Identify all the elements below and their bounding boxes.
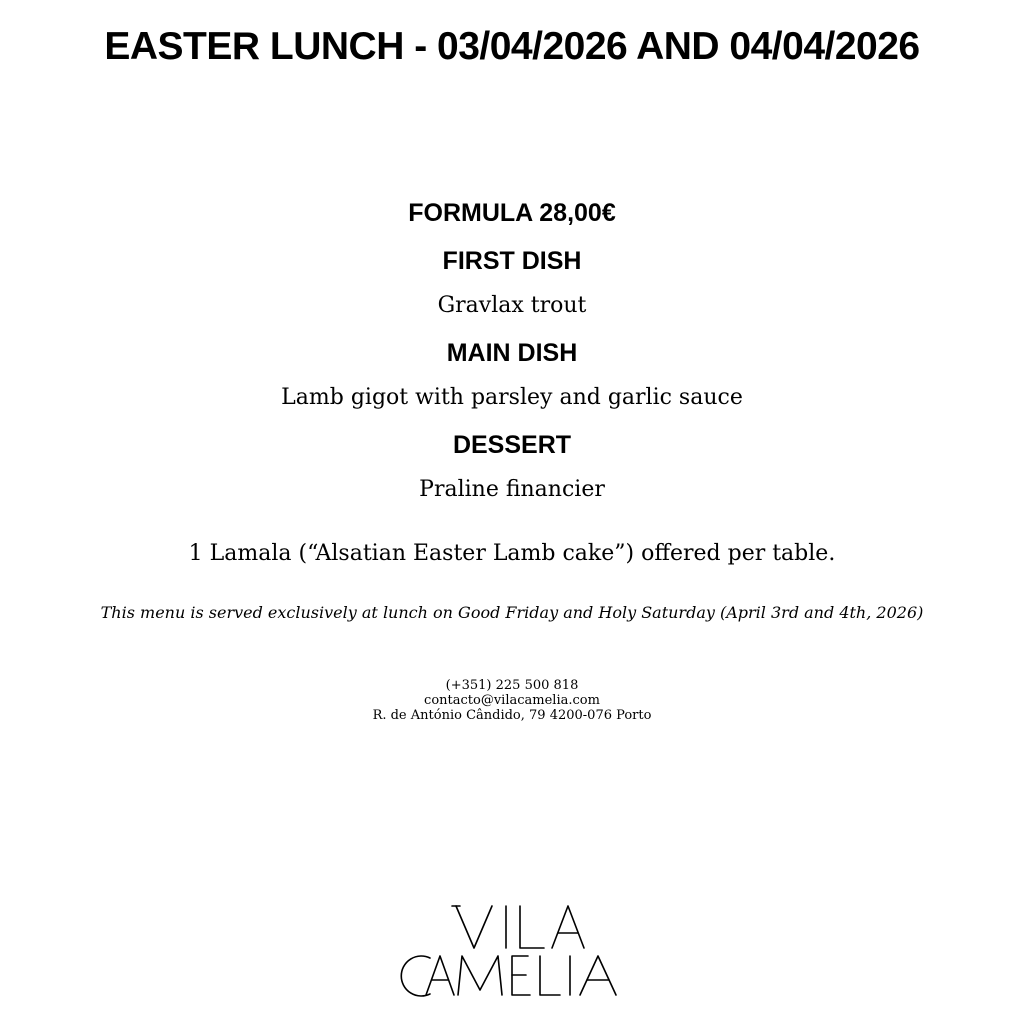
page-title: EASTER LUNCH - 03/04/2026 AND 04/04/2026	[104, 25, 920, 68]
offer-note: 1 Lamala (“Alsatian Easter Lamb cake”) offered per table.	[188, 541, 836, 566]
dessert-item: Praline financier	[419, 477, 605, 502]
formula-price: FORMULA 28,00€	[408, 199, 616, 227]
contact-email: contacto@vilacamelia.com	[424, 693, 600, 708]
contact-phone: (+351) 225 500 818	[445, 678, 579, 693]
main-dish-item: Lamb gigot with parsley and garlic sauce	[281, 385, 743, 410]
first-dish-heading: FIRST DISH	[442, 247, 582, 275]
contact-address: R. de António Cândido, 79 4200-076 Porto	[372, 708, 652, 723]
dessert-heading: DESSERT	[452, 431, 572, 459]
main-dish-heading: MAIN DISH	[446, 339, 578, 367]
first-dish-item: Gravlax trout	[437, 293, 587, 318]
vila-camelia-logo	[392, 898, 632, 1002]
contact-block	[0, 678, 1024, 723]
service-note: This menu is served exclusively at lunch on Good Friday and Holy Saturday (April 3rd and 4th, 2026)	[100, 603, 924, 622]
